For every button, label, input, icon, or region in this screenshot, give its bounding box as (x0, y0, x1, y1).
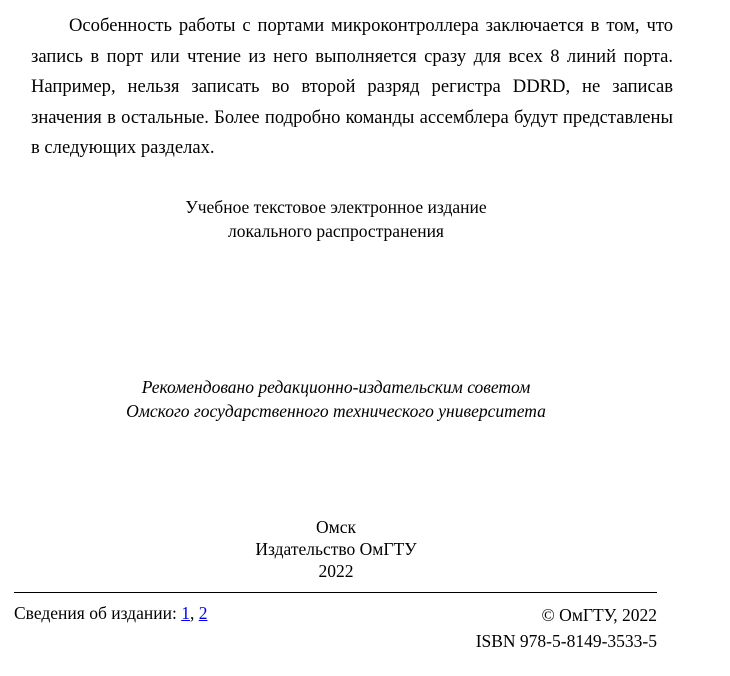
edition-info (14, 602, 207, 624)
recommendation-line1: Рекомендовано редакционно-издательским советом (141, 377, 531, 397)
edition-info-link-2[interactable]: 2 (198, 603, 208, 623)
edition-info-label: Сведения об издании: (14, 603, 177, 623)
edition-info-separator: , (189, 603, 195, 623)
recommendation-line2: Омского государственного технического университета (126, 401, 546, 421)
edition-type-line1: Учебное текстовое электронное издание (185, 197, 487, 217)
imprint-city: Омск (316, 517, 356, 537)
copyright: © ОмГТУ, 2022 (541, 605, 657, 625)
edition-type (0, 195, 672, 243)
footer-divider (14, 592, 657, 593)
recommendation (0, 375, 672, 423)
imprint (0, 516, 672, 582)
isbn: ISBN 978-5-8149-3533-5 (475, 631, 657, 651)
copyright-block (476, 602, 657, 654)
imprint-publisher: Издательство ОмГТУ (255, 539, 417, 559)
body-paragraph: Особенность работы с портами микроконтроллера заключается в том, что запись в порт или чтение из него выполняется сразу для всех 8 линий порта. Например, нельзя записать во второй разряд регистра DDRD, не записав значения в остальные. Более подробно команды ассемблера будут представлены в следующих разделах. (31, 15, 673, 158)
edition-type-line2: локального распространения (228, 221, 444, 241)
imprint-year: 2022 (318, 561, 354, 581)
edition-info-link-1[interactable]: 1 (181, 603, 190, 623)
